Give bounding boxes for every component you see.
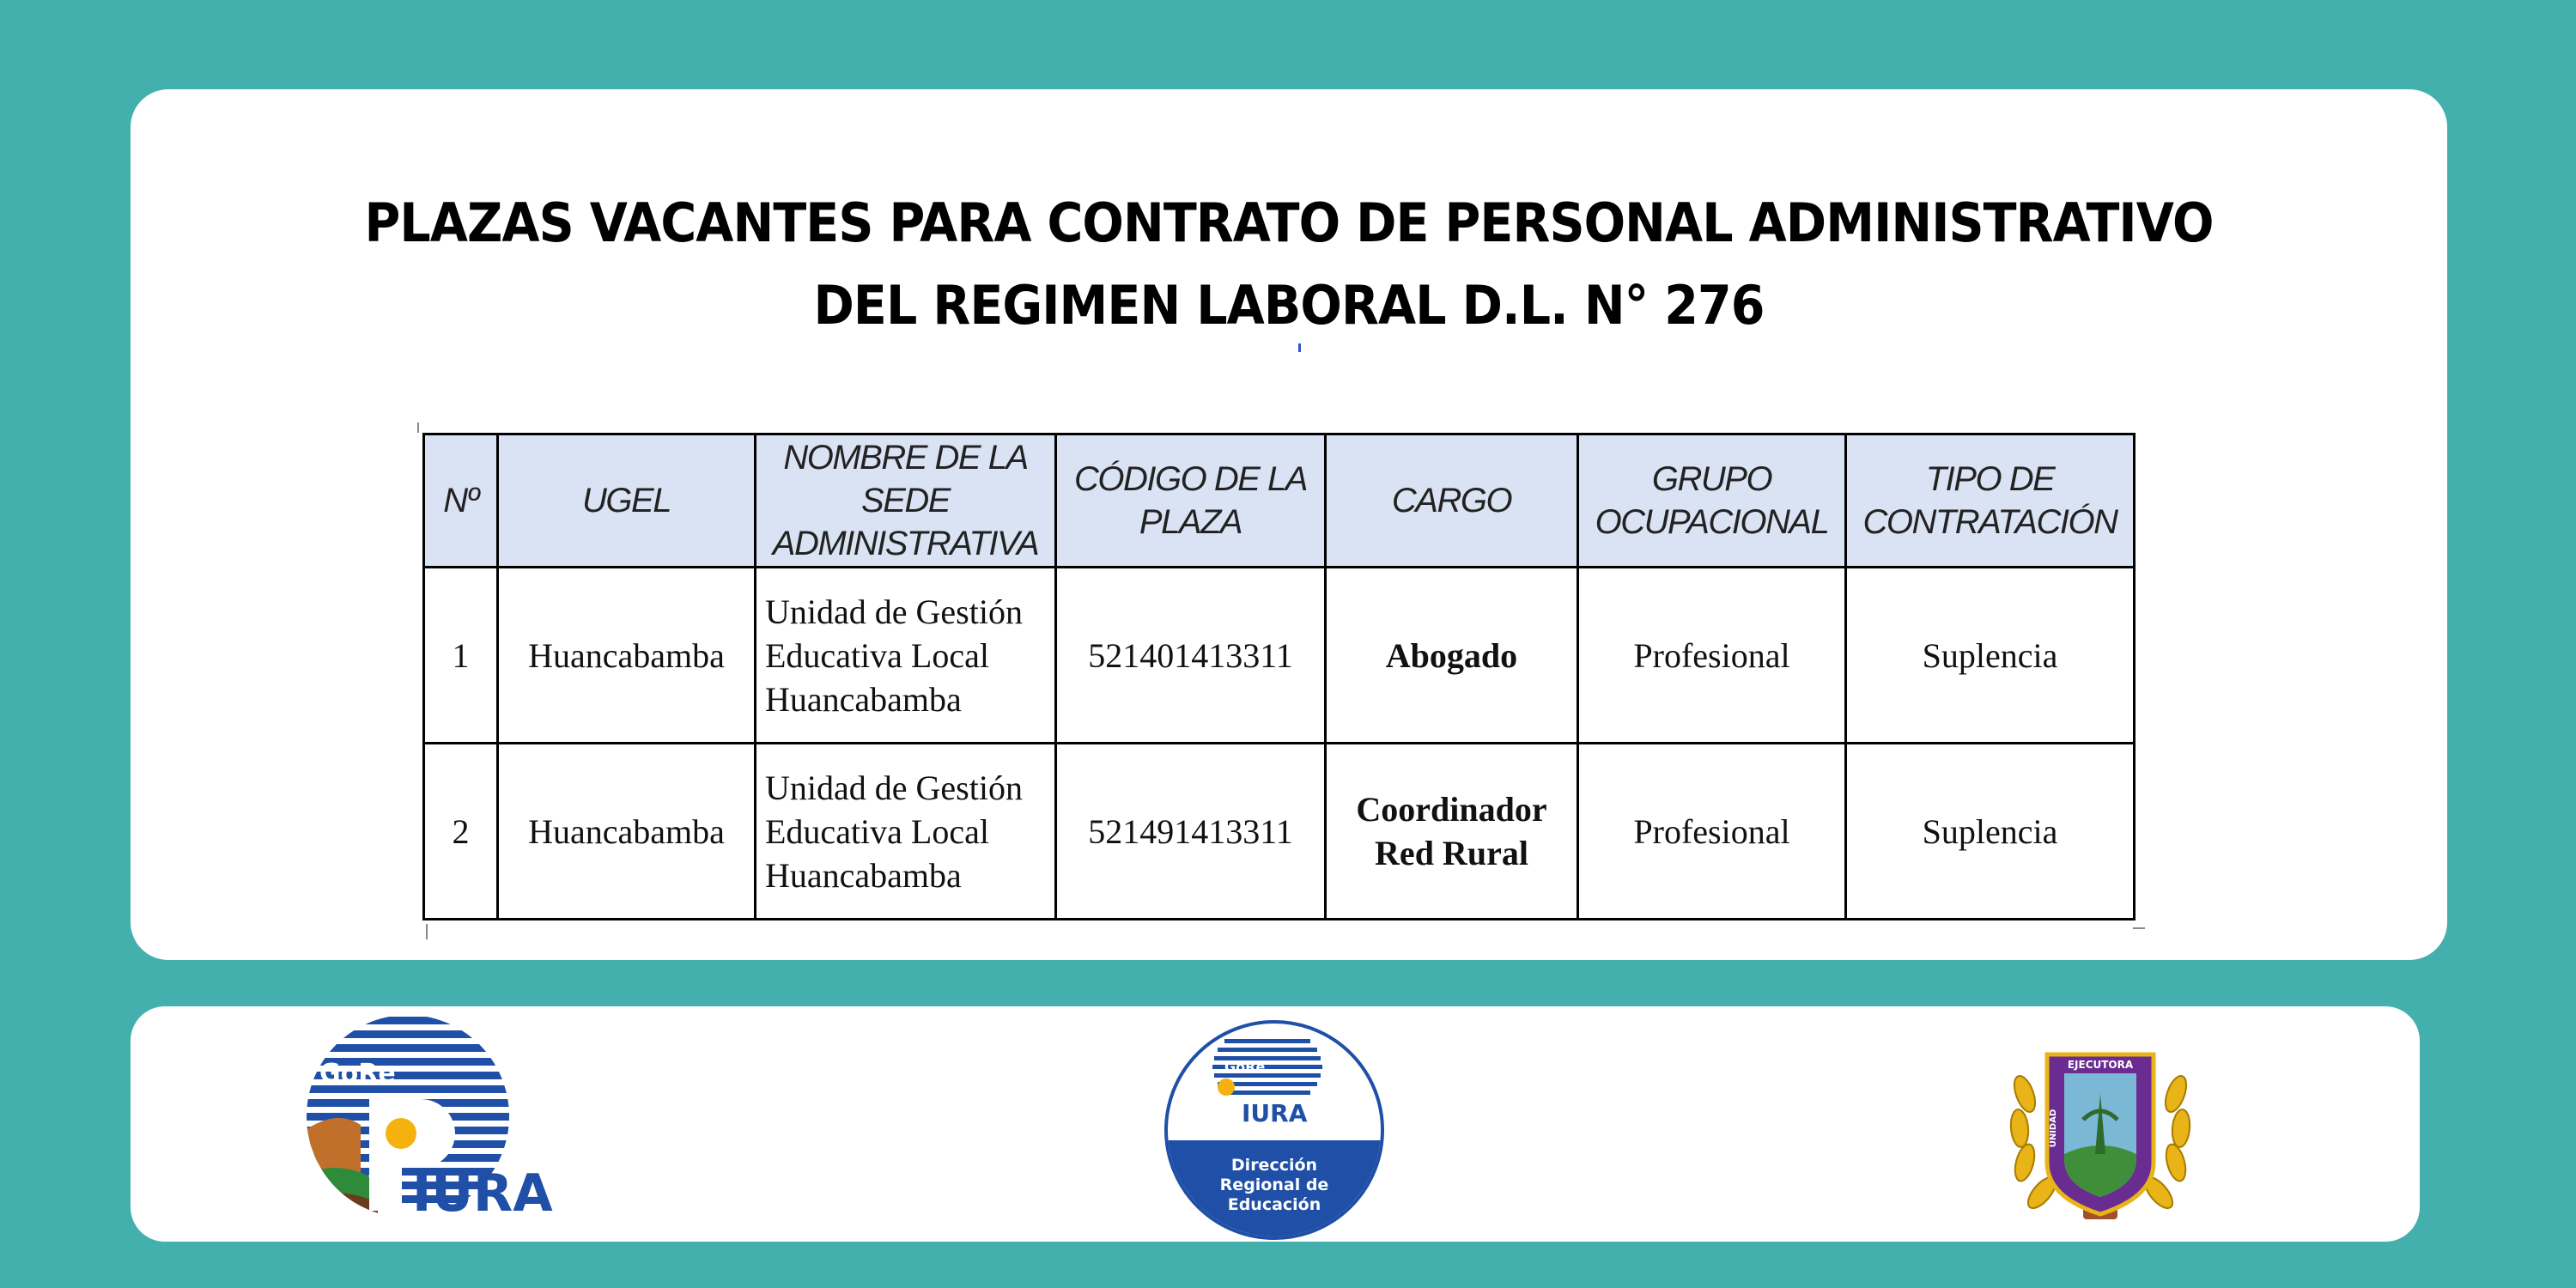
header-tipo: TIPO DE CONTRATACIÓN [1846,434,2135,568]
dre-line-3: Educación [1227,1195,1321,1214]
cell-sede: Unidad de Gestión Educativa Local Huancabamba [756,744,1056,920]
cell-tipo: Suplencia [1846,568,2135,744]
dre-emblem-icon [1164,1020,1384,1240]
header-num: Nº [424,434,498,568]
text-cursor-mark [1298,343,1301,352]
dre-line-2: Regional de [1219,1176,1329,1194]
table-corner-mark [2133,927,2145,929]
ugel-crest-icon [2006,1034,2195,1224]
table-corner-mark [426,924,428,939]
vacancies-table [422,433,2136,920]
header-cargo: CARGO [1326,434,1578,568]
dre-gore-text: GoRe [1224,1059,1266,1075]
dre-logo [1164,1020,1384,1240]
header-sede: NOMBRE DE LA SEDE ADMINISTRATIVA [756,434,1056,568]
title-line-2: DEL REGIMEN LABORAL D.L. N° 276 [813,274,1765,337]
crest-side-text: UNIDAD [2049,1109,2058,1148]
table-row [424,568,2135,744]
header-grupo: GRUPO OCUPACIONAL [1578,434,1846,568]
dre-piura-text: IURA [1242,1099,1308,1127]
table-row [424,744,2135,920]
header-ugel: UGEL [498,434,756,568]
cell-sede: Unidad de Gestión Educativa Local Huancabamba [756,568,1056,744]
piura-text: IURA [412,1163,553,1219]
cell-tipo: Suplencia [1846,744,2135,920]
cell-codigo: 521491413311 [1056,744,1326,920]
ugel-crest-logo [2006,1034,2195,1224]
cell-cargo: Coordinador Red Rural [1326,744,1578,920]
gore-text: GoRe [319,1059,396,1089]
page-title [223,182,2354,347]
title-line-1: PLAZAS VACANTES PARA CONTRATO DE PERSONAL ADMINISTRATIVO [364,191,2214,254]
cell-ugel: Huancabamba [498,744,756,920]
cell-ugel: Huancabamba [498,568,756,744]
cell-num: 2 [424,744,498,920]
gore-piura-emblem-icon [301,1005,584,1219]
cell-grupo: Profesional [1578,744,1846,920]
cell-cargo: Abogado [1326,568,1578,744]
cell-grupo: Profesional [1578,568,1846,744]
dre-line-1: Dirección [1230,1156,1318,1175]
table-header-row [424,434,2135,568]
crest-top-text: EJECUTORA [2067,1059,2134,1071]
table-corner-mark [417,422,419,433]
cell-num: 1 [424,568,498,744]
cell-codigo: 521401413311 [1056,568,1326,744]
gore-piura-logo [301,1005,584,1219]
header-codigo: CÓDIGO DE LA PLAZA [1056,434,1326,568]
